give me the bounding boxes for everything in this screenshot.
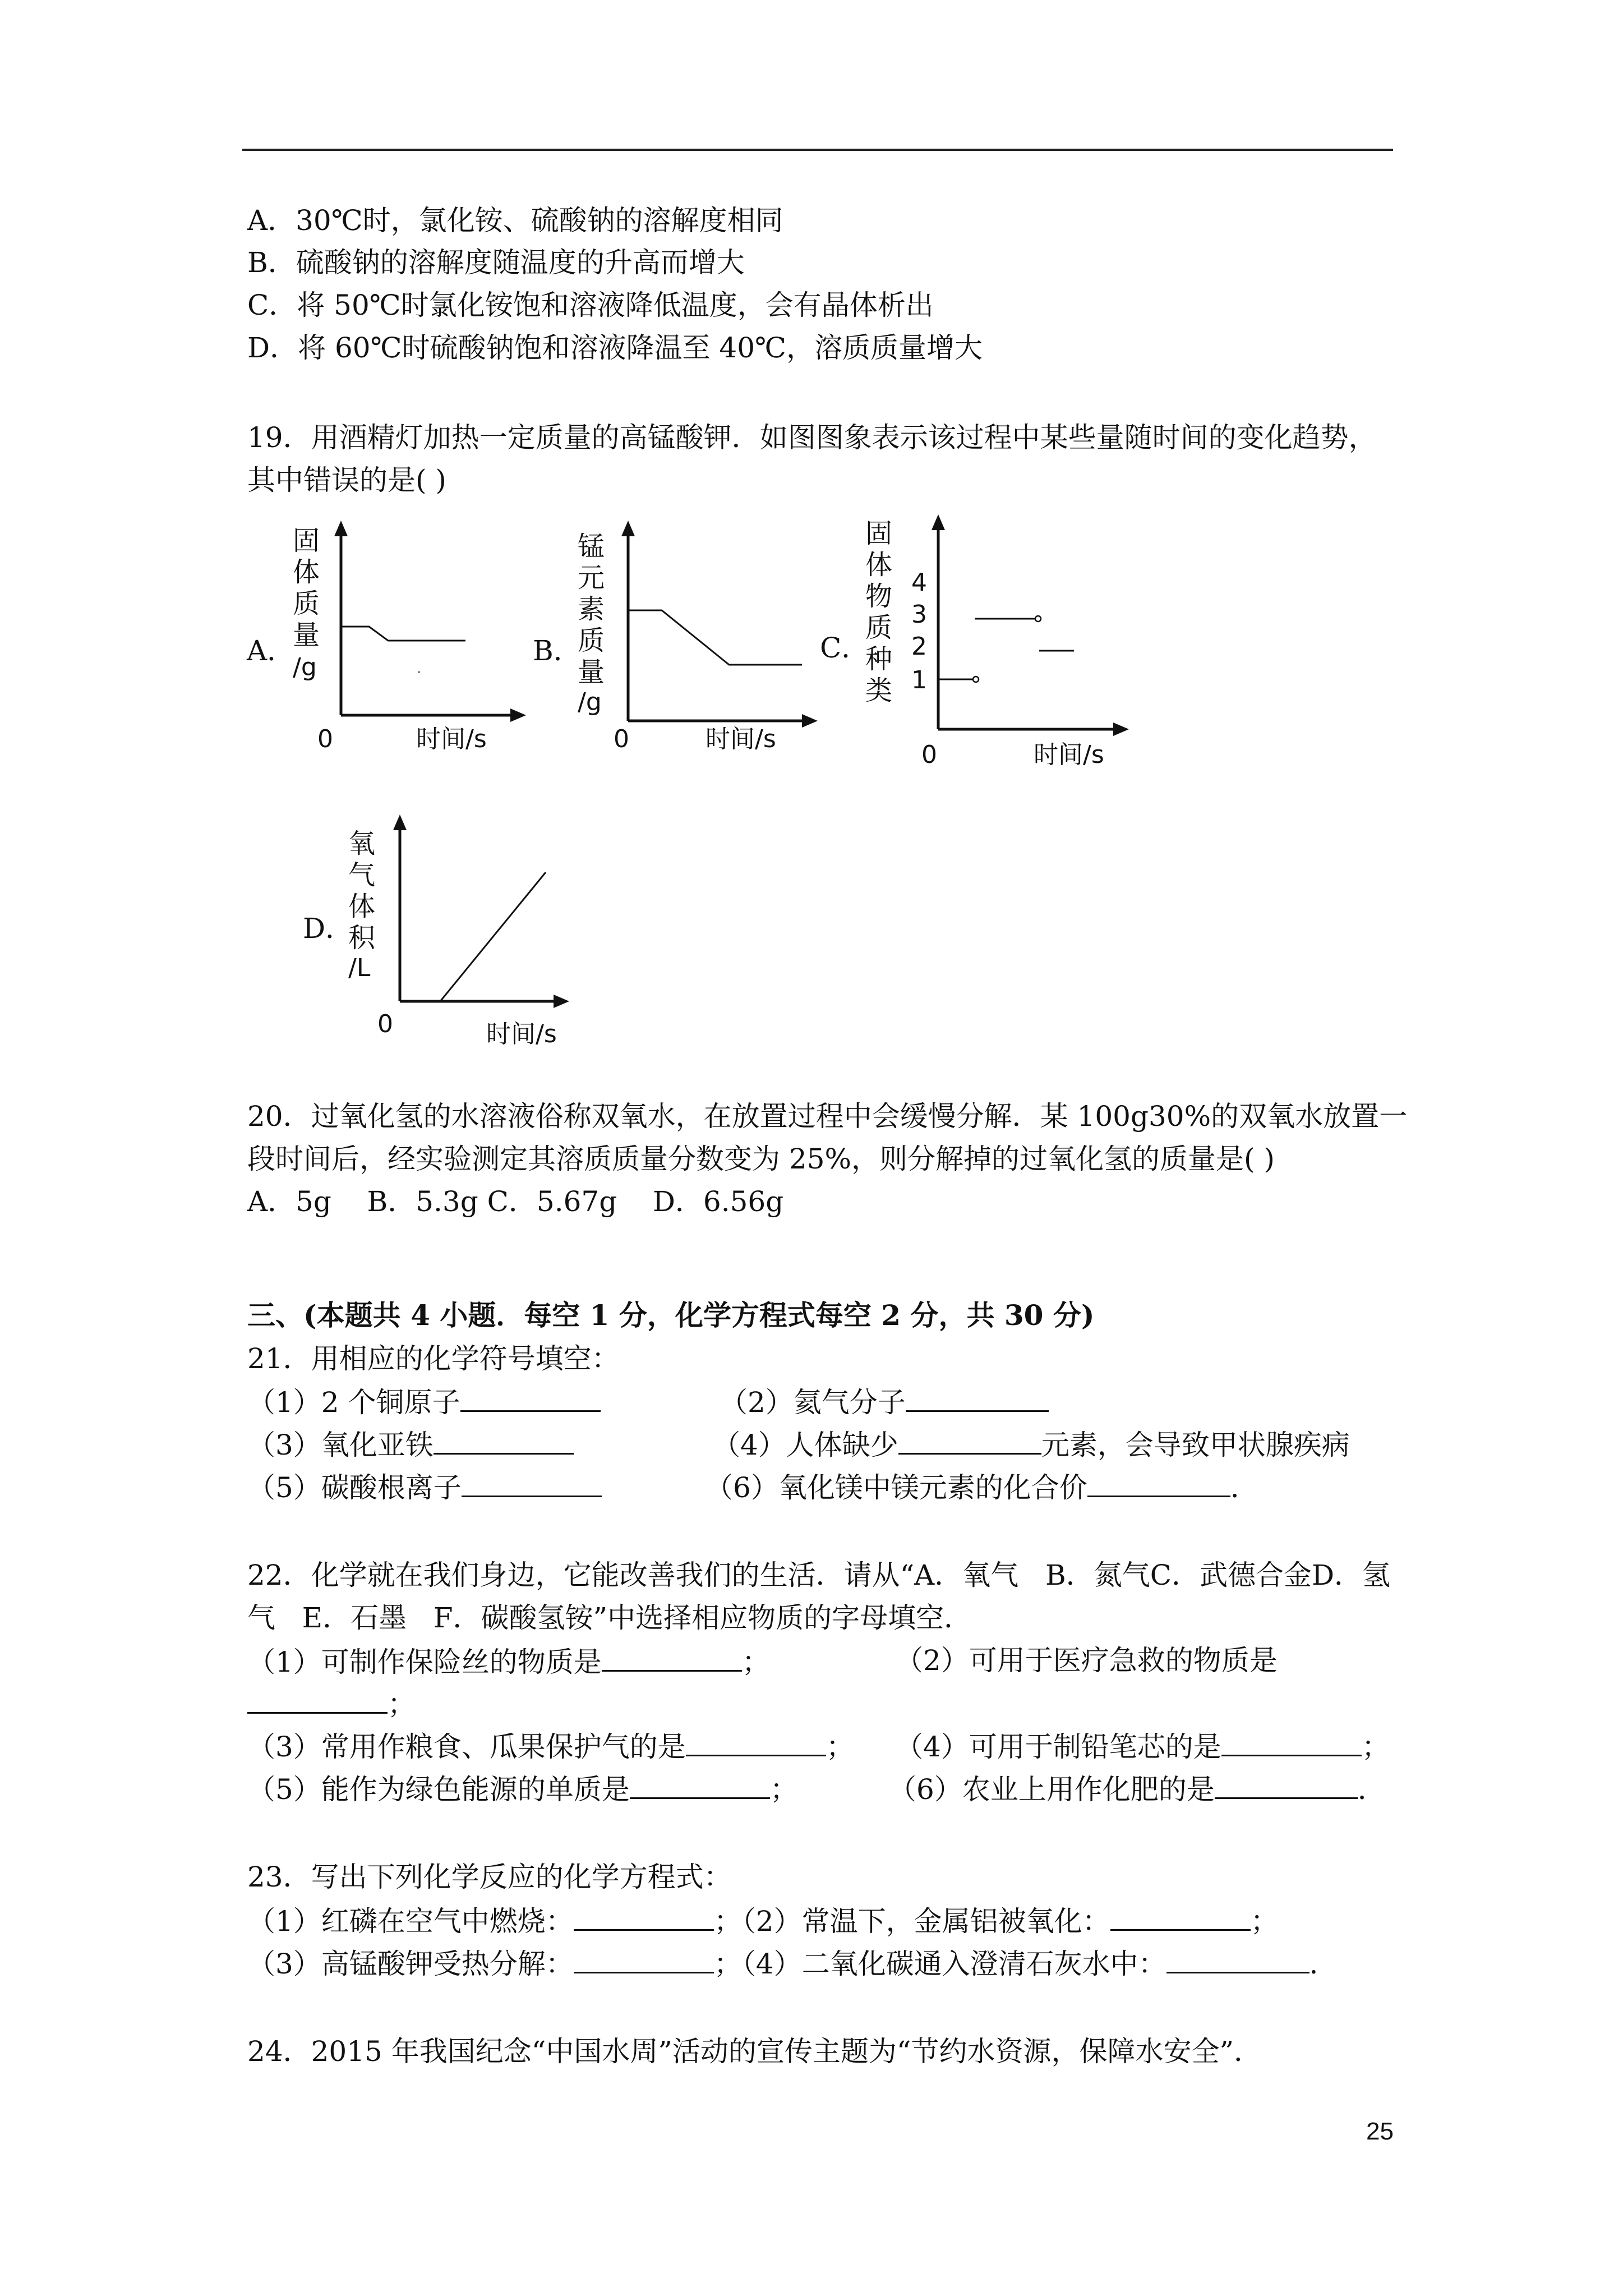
graph-c-ylabel-6: 类	[865, 675, 893, 706]
period-mark: ．	[1309, 1948, 1338, 1980]
q22-item-5	[247, 1768, 798, 1809]
graph-d-ylabel-3: 体	[348, 891, 376, 922]
q22-item-6	[888, 1768, 1386, 1809]
graph-a-label: A．	[247, 634, 296, 667]
graph-c-ytick-3: 3	[911, 600, 927, 629]
header-rule	[242, 149, 1393, 151]
graph-b-xlabel: 时间/s	[706, 725, 776, 752]
q19-stem-line2: 其中错误的是( )	[247, 464, 446, 496]
q20-options: A．5g B．5.3g C．5.67g D．6.56g	[247, 1185, 784, 1218]
q21-item-4-suffix: 元素，会导致甲状腺疾病	[1041, 1429, 1350, 1461]
semicolon-mark: ；	[388, 1688, 416, 1720]
semicolon-mark: ；	[826, 1731, 854, 1763]
q21-item-6	[705, 1466, 1258, 1507]
q21-item-5	[247, 1466, 602, 1507]
graph-c-origin: 0	[921, 740, 937, 769]
q22-item-4	[895, 1726, 1390, 1766]
graph-d-ylabel-4: 积	[348, 922, 376, 954]
q18-option-c: C．将 50℃时氯化铵饱和溶液降低温度，会有晶体析出	[247, 289, 934, 321]
answer-blank[interactable]	[602, 1641, 742, 1672]
graph-c-ytick-2: 2	[911, 632, 927, 661]
period-mark: ．	[1357, 1773, 1386, 1806]
q20-stem-line1: 20．过氧化氢的水溶液俗称双氧水，在放置过程中会缓慢分解．某 100g30%的双氧水放置一	[247, 1100, 1408, 1133]
q21-item-1-text: （1）2 个铜原子	[247, 1386, 460, 1419]
graph-c-ylabel-2: 体	[865, 549, 893, 581]
q23-row-1	[247, 1900, 1279, 1941]
graph-d-xlabel: 时间/s	[486, 1020, 557, 1048]
section3-heading: 三、(本题共 4 小题．每空 1 分，化学方程式每空 2 分，共 30 分)	[247, 1299, 1095, 1332]
q21-item-6-text: （6）氧化镁中镁元素的化合价	[705, 1471, 1087, 1504]
q23-item-1-text: （1）红磷在空气中燃烧：	[247, 1905, 574, 1938]
q19-stem-line1: 19．用酒精灯加热一定质量的高锰酸钾．如图图象表示该过程中某些量随时间的变化趋势，	[247, 421, 1377, 454]
answer-blank[interactable]	[630, 1768, 770, 1799]
q22-stem-line1: 22．化学就在我们身边，它能改善我们的生活．请从“A．氧气 B．氮气C．武德合金D．氢	[247, 1559, 1391, 1591]
q23-item-3-text: （3）高锰酸钾受热分解：	[247, 1948, 574, 1980]
q23-row-2	[247, 1943, 1338, 1984]
graph-c-ylabel-5: 种	[865, 643, 893, 675]
q21-stem: 21．用相应的化学符号填空：	[247, 1342, 620, 1375]
q22-item-1	[247, 1641, 770, 1682]
q21-item-3-text: （3）氧化亚铁	[247, 1429, 434, 1461]
graph-b	[566, 516, 830, 752]
page-number: 25	[1366, 2118, 1394, 2145]
q23-item-4-text: （4）二氧化碳通入澄清石灰水中：	[741, 1948, 1166, 1980]
graph-c-ytick-1: 1	[911, 666, 927, 694]
graph-b-label: B．	[533, 634, 582, 667]
graph-b-origin: 0	[614, 725, 629, 752]
graph-a-ylabel-3: 质	[293, 588, 320, 619]
graph-a-ylabel-5: /g	[293, 653, 317, 682]
graph-b-ylabel-1: 锰	[578, 531, 605, 562]
graph-d-origin: 0	[377, 1010, 393, 1038]
graph-b-ylabel-4: 质	[578, 625, 605, 656]
semicolon-mark: ；	[769, 1773, 798, 1806]
graph-c-xlabel: 时间/s	[1034, 740, 1104, 769]
q23-stem: 23．写出下列化学反应的化学方程式：	[247, 1861, 732, 1893]
graph-d-label: D．	[303, 912, 354, 945]
semicolon-mark: ；	[1361, 1731, 1390, 1763]
q22-item-6-text: （6）农业上用作化肥的是	[888, 1773, 1215, 1806]
q23-item-2-text: （2）常温下，金属铝被氧化：	[741, 1905, 1110, 1938]
graph-a-xlabel: 时间/s	[416, 725, 487, 752]
graph-b-ylabel-6: /g	[578, 688, 602, 716]
q21-item-4-text: （4）人体缺少	[712, 1429, 898, 1461]
answer-blank[interactable]	[1166, 1943, 1310, 1973]
graph-b-ylabel-2: 元	[578, 562, 605, 593]
q18-option-d: D．将 60℃时硫酸钠饱和溶液降温至 40℃，溶质质量增大	[247, 332, 983, 364]
answer-blank[interactable]	[247, 1683, 388, 1714]
answer-blank[interactable]	[1110, 1900, 1251, 1931]
graph-a	[280, 516, 538, 752]
answer-blank[interactable]	[1215, 1768, 1358, 1799]
graph-c-label: C．	[820, 632, 870, 664]
q22-item-4-text: （4）可用于制铅笔芯的是	[895, 1731, 1221, 1763]
semicolon-mark: ；	[713, 1948, 742, 1980]
q18-option-a: A．30℃时，氯化铵、硫酸钠的溶解度相同	[247, 204, 783, 237]
q24-stem: 24．2015 年我国纪念“中国水周”活动的宣传主题为“节约水资源，保障水安全”．	[247, 2035, 1262, 2068]
q22-item-2-blank-line	[247, 1683, 416, 1724]
q20-stem-line2: 段时间后，经实验测定其溶质质量分数变为 25%，则分解掉的过氧化氢的质量是( )	[247, 1143, 1275, 1175]
answer-blank[interactable]	[686, 1726, 826, 1756]
answer-blank[interactable]	[462, 1466, 602, 1497]
graph-a-ylabel-1: 固	[293, 525, 320, 556]
graph-b-ylabel-5: 量	[578, 656, 605, 688]
q22-stem-line2: 气 E．石墨 F．碳酸氢铵”中选择相应物质的字母填空．	[247, 1602, 972, 1634]
graph-d-ylabel-2: 气	[348, 859, 376, 891]
q21-item-2-text: （2）氦气分子	[720, 1386, 906, 1419]
graph-c	[855, 508, 1136, 771]
semicolon-mark: ；	[1250, 1905, 1279, 1938]
answer-blank[interactable]	[1221, 1726, 1362, 1756]
answer-blank[interactable]	[574, 1943, 714, 1973]
q21-item-2	[720, 1381, 1049, 1422]
q22-item-5-text: （5）能作为绿色能源的单质是	[247, 1773, 630, 1806]
period-mark: ．	[1230, 1471, 1258, 1504]
q21-item-3	[247, 1424, 574, 1465]
graph-d-ylabel-1: 氧	[348, 828, 376, 859]
q22-item-3-text: （3）常用作粮食、瓜果保护气的是	[247, 1731, 686, 1763]
answer-blank[interactable]	[434, 1424, 574, 1455]
graph-c-ylabel-3: 物	[865, 581, 893, 612]
graph-c-ylabel-4: 质	[865, 612, 893, 643]
graph-d-ylabel-5: /L	[348, 954, 371, 982]
graph-c-ytick-4: 4	[911, 568, 927, 597]
graph-a-origin: 0	[317, 725, 333, 752]
answer-blank[interactable]	[1087, 1466, 1230, 1497]
graph-c-ylabel-1: 固	[865, 518, 893, 549]
q22-item-3	[247, 1726, 854, 1766]
semicolon-mark: ；	[713, 1905, 742, 1938]
graph-b-ylabel-3: 素	[578, 593, 605, 625]
semicolon-mark: ；	[741, 1646, 770, 1678]
q22-item-1-text: （1）可制作保险丝的物质是	[247, 1646, 602, 1678]
q21-item-1	[247, 1381, 601, 1422]
q22-item-2: （2）可用于医疗急救的物质是	[895, 1644, 1278, 1677]
q18-option-b: B．硫酸钠的溶解度随温度的升高而增大	[247, 246, 745, 279]
answer-blank[interactable]	[574, 1900, 714, 1931]
answer-blank[interactable]	[460, 1381, 601, 1412]
q21-item-4	[712, 1424, 1350, 1465]
graph-d	[339, 808, 586, 1055]
answer-blank[interactable]	[906, 1381, 1049, 1412]
graph-a-ylabel-4: 量	[293, 619, 320, 651]
q21-item-5-text: （5）碳酸根离子	[247, 1471, 462, 1504]
graph-a-ylabel-2: 体	[293, 556, 320, 588]
answer-blank[interactable]	[898, 1424, 1041, 1455]
